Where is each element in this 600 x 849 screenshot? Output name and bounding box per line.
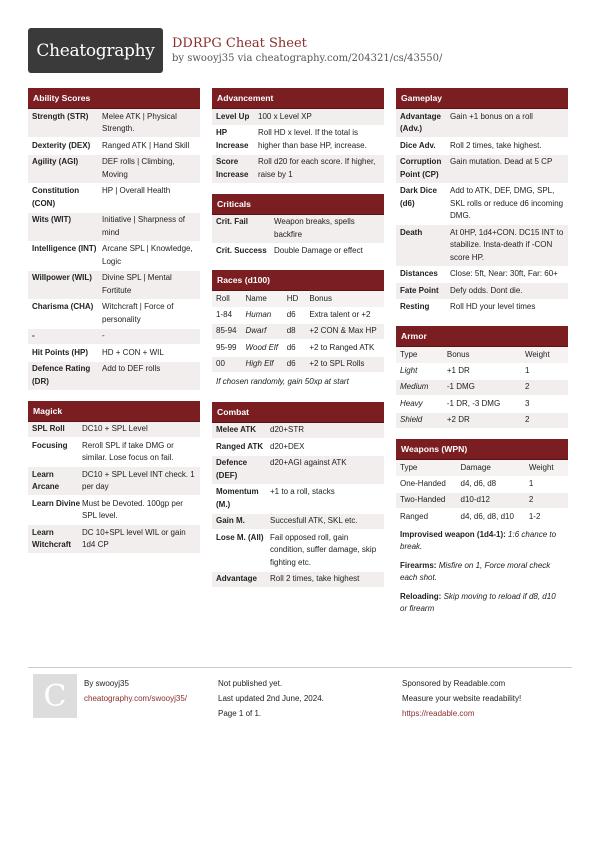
criticals-row xyxy=(212,215,384,244)
combat-desc: Succesfull ATK, SKL etc. xyxy=(270,516,358,525)
weapon-note xyxy=(396,526,568,557)
ability-term: Hit Points (HP) xyxy=(32,347,88,357)
weapon-note-label: Reloading: xyxy=(400,591,442,601)
combat-term: Ranged ATK xyxy=(216,441,264,451)
gameplay-desc: Gain +1 bonus on a roll xyxy=(450,111,533,121)
combat-desc: Roll 2 times, take highest xyxy=(270,574,360,583)
gameplay-desc: At 0HP, 1d4+CON. DC15 INT to stabilize. Insta-death if -CON score HP. xyxy=(450,227,564,262)
combat-desc: Fail opposed roll, gain condition, suffer damage, skip fighting etc. xyxy=(270,532,377,567)
armor-cell: 1 xyxy=(524,365,530,375)
footer-sponsor xyxy=(402,676,521,721)
gameplay-term: Corruption Point (CP) xyxy=(400,157,442,179)
page-count: Page 1 of 1. xyxy=(218,709,262,718)
armor-row xyxy=(396,413,568,430)
races-cell: +2 CON & Max HP xyxy=(309,326,377,335)
armor-row xyxy=(396,380,568,397)
combat-term: Momentum (M.) xyxy=(216,487,259,509)
races-cell: d6 xyxy=(286,309,296,319)
footer-author xyxy=(84,676,187,706)
armor-col-header: Bonus xyxy=(446,350,470,359)
gameplay-term: Dice Adv. xyxy=(400,140,436,150)
advancement-term: HP Increase xyxy=(216,128,249,150)
weapons-cell: 1-2 xyxy=(528,511,541,521)
gameplay-term: Advantage (Adv.) xyxy=(400,111,441,133)
weapons-cell: 2 xyxy=(528,495,534,504)
ability-term: Agility (AGI) xyxy=(32,157,79,166)
weapons-cell: 1 xyxy=(528,478,534,488)
races-cell: High Elf xyxy=(245,359,274,368)
magick-row xyxy=(28,467,200,496)
combat-row xyxy=(212,439,384,456)
armor-cell: -1 DR, -3 DMG xyxy=(446,398,501,408)
magick-header: Magick xyxy=(28,401,200,422)
weapons-row xyxy=(396,493,568,510)
column-3 xyxy=(396,88,568,629)
ability-term: Strength (STR) xyxy=(32,111,89,121)
site-logo[interactable]: Cheatography xyxy=(28,28,163,73)
ability-row xyxy=(28,362,200,391)
weapon-note xyxy=(396,557,568,588)
races-cell: d8 xyxy=(286,326,296,335)
combat-term: Melee ATK xyxy=(216,425,257,434)
races-col-header: HD xyxy=(286,294,299,303)
weapon-note-text: Skip moving to reload if d8, d10 or firearm xyxy=(400,591,556,613)
races-cell: 1-84 xyxy=(216,309,233,319)
magick-term: SPL Roll xyxy=(32,424,65,433)
weapons-cell: Two-Handed xyxy=(400,495,446,504)
ability-desc: Ranged ATK | Hand Skill xyxy=(102,140,190,150)
armor-cell: 3 xyxy=(524,398,530,408)
gameplay-section xyxy=(396,88,568,316)
gameplay-desc: Close: 5ft, Near: 30ft, Far: 60+ xyxy=(450,269,558,278)
combat-term: Lose M. (All) xyxy=(216,532,264,542)
magick-desc: DC 10+SPL level WIL or gain 1d4 CP xyxy=(82,527,186,549)
races-row xyxy=(212,307,384,324)
footer-divider xyxy=(28,667,572,668)
armor-table-head xyxy=(396,347,568,363)
weapons-col-header: Type xyxy=(400,463,418,472)
advancement-section xyxy=(212,88,384,184)
gameplay-row xyxy=(396,155,568,184)
weapon-note-text: Misfire on 1, Force moral check each shot. xyxy=(400,560,551,582)
magick-desc: Reroll SPL if take DMG or similar. Lose focus on fail. xyxy=(82,440,174,462)
author-name: By swooyj35 xyxy=(84,679,129,688)
armor-row xyxy=(396,363,568,380)
publish-status: Not published yet. xyxy=(218,679,283,688)
ability-desc: Witchcraft | Force of personality xyxy=(102,302,174,324)
gameplay-term: Fate Point xyxy=(400,285,439,295)
magick-row xyxy=(28,525,200,554)
combat-desc: d20+AGI against ATK xyxy=(270,458,347,467)
races-note: If chosen randomly, gain 50xp at start xyxy=(216,377,349,386)
ability-section xyxy=(28,88,200,391)
byline[interactable]: by swooyj35 via cheatography.com/204321/cs/43550/ xyxy=(172,53,443,64)
gameplay-row xyxy=(396,184,568,226)
ability-row xyxy=(28,300,200,329)
weapon-note-label: Improvised weapon (1d4-1): xyxy=(400,529,506,539)
races-cell: d6 xyxy=(286,359,296,368)
combat-row xyxy=(212,423,384,440)
weapons-col-header: Weight xyxy=(528,463,554,472)
ability-desc: HP | Overall Health xyxy=(102,186,171,195)
gameplay-desc: Gain mutation. Dead at 5 CP xyxy=(450,157,553,166)
armor-cell: +2 DR xyxy=(446,415,470,424)
armor-cell: Shield xyxy=(400,415,423,424)
ability-row xyxy=(28,213,200,242)
gameplay-header: Gameplay xyxy=(396,88,568,109)
gameplay-term: Resting xyxy=(400,302,430,311)
criticals-header: Criticals xyxy=(212,194,384,215)
magick-term: Focusing xyxy=(32,440,68,450)
armor-cell: Medium xyxy=(400,382,429,391)
criticals-section xyxy=(212,194,384,261)
ability-term: Wits (WIT) xyxy=(32,215,72,224)
ability-desc: - xyxy=(102,331,105,340)
armor-cell: Heavy xyxy=(400,398,423,408)
weapons-cell: d10-d12 xyxy=(460,495,490,504)
races-row xyxy=(212,357,384,374)
author-avatar: C xyxy=(33,674,77,718)
combat-header: Combat xyxy=(212,402,384,423)
armor-cell: -1 DMG xyxy=(446,382,475,391)
page-title: DDRPG Cheat Sheet xyxy=(172,36,307,51)
ability-term: Defence Rating (DR) xyxy=(32,364,91,386)
advancement-desc: 100 x Level XP xyxy=(258,111,312,121)
races-cell: Human xyxy=(245,309,272,319)
races-cell: Dwarf xyxy=(245,326,267,335)
gameplay-desc: Add to ATK, DEF, DMG, SPL, SKL rolls or reduce d6 incoming DMG. xyxy=(450,186,564,220)
weapons-cell: d4, d6, d8 xyxy=(460,478,497,488)
gameplay-row xyxy=(396,138,568,155)
ability-desc: Add to DEF rolls xyxy=(102,364,161,373)
races-col-header: Bonus xyxy=(309,294,332,303)
gameplay-term: Death xyxy=(400,227,423,237)
ability-row xyxy=(28,155,200,184)
ability-term: - xyxy=(32,331,35,340)
ability-row xyxy=(28,109,200,138)
gameplay-desc: Roll 2 times, take highest. xyxy=(450,140,542,150)
ability-row xyxy=(28,345,200,362)
criticals-term: Crit. Success xyxy=(216,246,267,255)
criticals-row xyxy=(212,244,384,261)
magick-desc: Must be Devoted. 100gp per SPL level. xyxy=(82,498,183,520)
advancement-header: Advancement xyxy=(212,88,384,109)
combat-term: Advantage xyxy=(216,574,257,583)
advancement-row xyxy=(212,126,384,155)
advancement-row xyxy=(212,109,384,126)
weapons-row xyxy=(396,476,568,493)
armor-row xyxy=(396,396,568,413)
races-cell: 95-99 xyxy=(216,342,237,352)
combat-section xyxy=(212,402,384,589)
races-row xyxy=(212,324,384,341)
gameplay-term: Distances xyxy=(400,269,438,278)
magick-row xyxy=(28,438,200,467)
weapons-cell: Ranged xyxy=(400,511,429,521)
races-col-header: Roll xyxy=(216,294,230,303)
ability-term: Dexterity (DEX) xyxy=(32,140,91,150)
races-cell: 00 xyxy=(216,359,225,368)
weapons-cell: d4, d6, d8, d10 xyxy=(460,511,514,521)
weapon-note xyxy=(396,588,568,619)
ability-desc: Melee ATK | Physical Strength. xyxy=(102,111,177,133)
races-cell: +2 to Ranged ATK xyxy=(309,342,375,352)
ability-row xyxy=(28,138,200,155)
ability-header: Ability Scores xyxy=(28,88,200,109)
races-cell: 85-94 xyxy=(216,326,237,335)
ability-term: Willpower (WIL) xyxy=(32,273,92,282)
weapons-cell: One-Handed xyxy=(400,478,446,488)
combat-desc: d20+DEX xyxy=(270,441,305,451)
magick-row xyxy=(28,422,200,439)
magick-desc: DC10 + SPL Level xyxy=(82,424,148,433)
armor-header: Armor xyxy=(396,326,568,347)
races-cell: +2 to SPL Rolls xyxy=(309,359,365,368)
weapons-row xyxy=(396,509,568,526)
races-cell: Wood Elf xyxy=(245,342,278,352)
ability-row xyxy=(28,271,200,300)
armor-col-header: Type xyxy=(400,350,418,359)
races-col-header: Name xyxy=(245,294,267,303)
weapons-table-head xyxy=(396,460,568,476)
gameplay-row xyxy=(396,225,568,267)
combat-row xyxy=(212,572,384,589)
column-1 xyxy=(28,88,200,564)
gameplay-row xyxy=(396,283,568,300)
gameplay-desc: Roll HD your level times xyxy=(450,302,536,311)
gameplay-row xyxy=(396,109,568,138)
author-link[interactable]: cheatography.com/swooyj35/ xyxy=(84,694,188,703)
sponsor-text: Sponsored by Readable.com xyxy=(402,679,506,688)
ability-desc: HD + CON + WIL xyxy=(102,347,164,357)
combat-desc: d20+STR xyxy=(270,425,305,434)
ability-term: Constitution (CON) xyxy=(32,186,80,208)
gameplay-row xyxy=(396,267,568,284)
combat-row xyxy=(212,530,384,572)
last-updated: Last updated 2nd June, 2024. xyxy=(218,694,324,703)
armor-col-header: Weight xyxy=(524,350,550,359)
advancement-row xyxy=(212,155,384,184)
races-row xyxy=(212,340,384,357)
gameplay-row xyxy=(396,300,568,317)
gameplay-desc: Defy odds. Dont die. xyxy=(450,285,523,295)
weapon-note-label: Firearms: xyxy=(400,560,437,570)
ability-term: Charisma (CHA) xyxy=(32,302,94,311)
races-section xyxy=(212,270,384,392)
magick-term: Learn Divine xyxy=(32,498,81,508)
armor-cell: 2 xyxy=(524,415,530,424)
ability-row xyxy=(28,184,200,213)
combat-term: Defence (DEF) xyxy=(216,458,248,480)
advancement-desc: Roll d20 for each score. If higher, raise by 1 xyxy=(258,157,376,179)
races-header: Races (d100) xyxy=(212,270,384,291)
column-2 xyxy=(212,88,384,598)
ability-row xyxy=(28,329,200,346)
armor-cell: Light xyxy=(400,365,418,375)
footer-meta xyxy=(218,676,324,721)
advancement-term: Score Increase xyxy=(216,157,249,179)
weapons-header: Weapons (WPN) xyxy=(396,439,568,460)
combat-term: Gain M. xyxy=(216,516,245,525)
weapons-section xyxy=(396,439,568,619)
weapons-col-header: Damage xyxy=(460,463,491,472)
ability-row xyxy=(28,242,200,271)
races-table-head xyxy=(212,291,384,307)
gameplay-term: Dark Dice (d6) xyxy=(400,186,437,208)
armor-section xyxy=(396,326,568,429)
magick-desc: DC10 + SPL Level INT check. 1 per day xyxy=(82,469,195,491)
criticals-term: Crit. Fail xyxy=(216,217,249,226)
magick-section xyxy=(28,401,200,555)
advancement-term: Level Up xyxy=(216,111,250,121)
sponsor-link[interactable]: https://readable.com xyxy=(402,709,475,718)
magick-term: Learn Witchcraft xyxy=(32,527,72,549)
combat-row xyxy=(212,485,384,514)
races-cell: Extra talent or +2 xyxy=(309,309,371,319)
magick-term: Learn Arcane xyxy=(32,469,60,491)
ability-desc: Divine SPL | Mental Fortitute xyxy=(102,273,172,295)
ability-desc: DEF rolls | Climbing, Moving xyxy=(102,157,175,179)
magick-row xyxy=(28,496,200,525)
armor-cell: +1 DR xyxy=(446,365,470,375)
combat-row xyxy=(212,456,384,485)
ability-desc: Arcane SPL | Knowledge, Logic xyxy=(102,244,193,266)
criticals-desc: Weapon breaks, spells backfire xyxy=(274,217,355,239)
races-cell: d6 xyxy=(286,342,296,352)
weapon-note-text: 1:6 chance to break. xyxy=(400,529,557,551)
combat-row xyxy=(212,514,384,531)
sponsor-tagline: Measure your website readability! xyxy=(402,694,522,703)
combat-desc: +1 to a roll, stacks xyxy=(270,487,335,496)
ability-desc: Initiative | Sharpness of mind xyxy=(102,215,186,237)
armor-cell: 2 xyxy=(524,382,530,391)
criticals-desc: Double Damage or effect xyxy=(274,246,363,255)
ability-term: Intelligence (INT) xyxy=(32,244,97,253)
advancement-desc: Roll HD x level. If the total is higher than base HP, increase. xyxy=(258,128,367,150)
